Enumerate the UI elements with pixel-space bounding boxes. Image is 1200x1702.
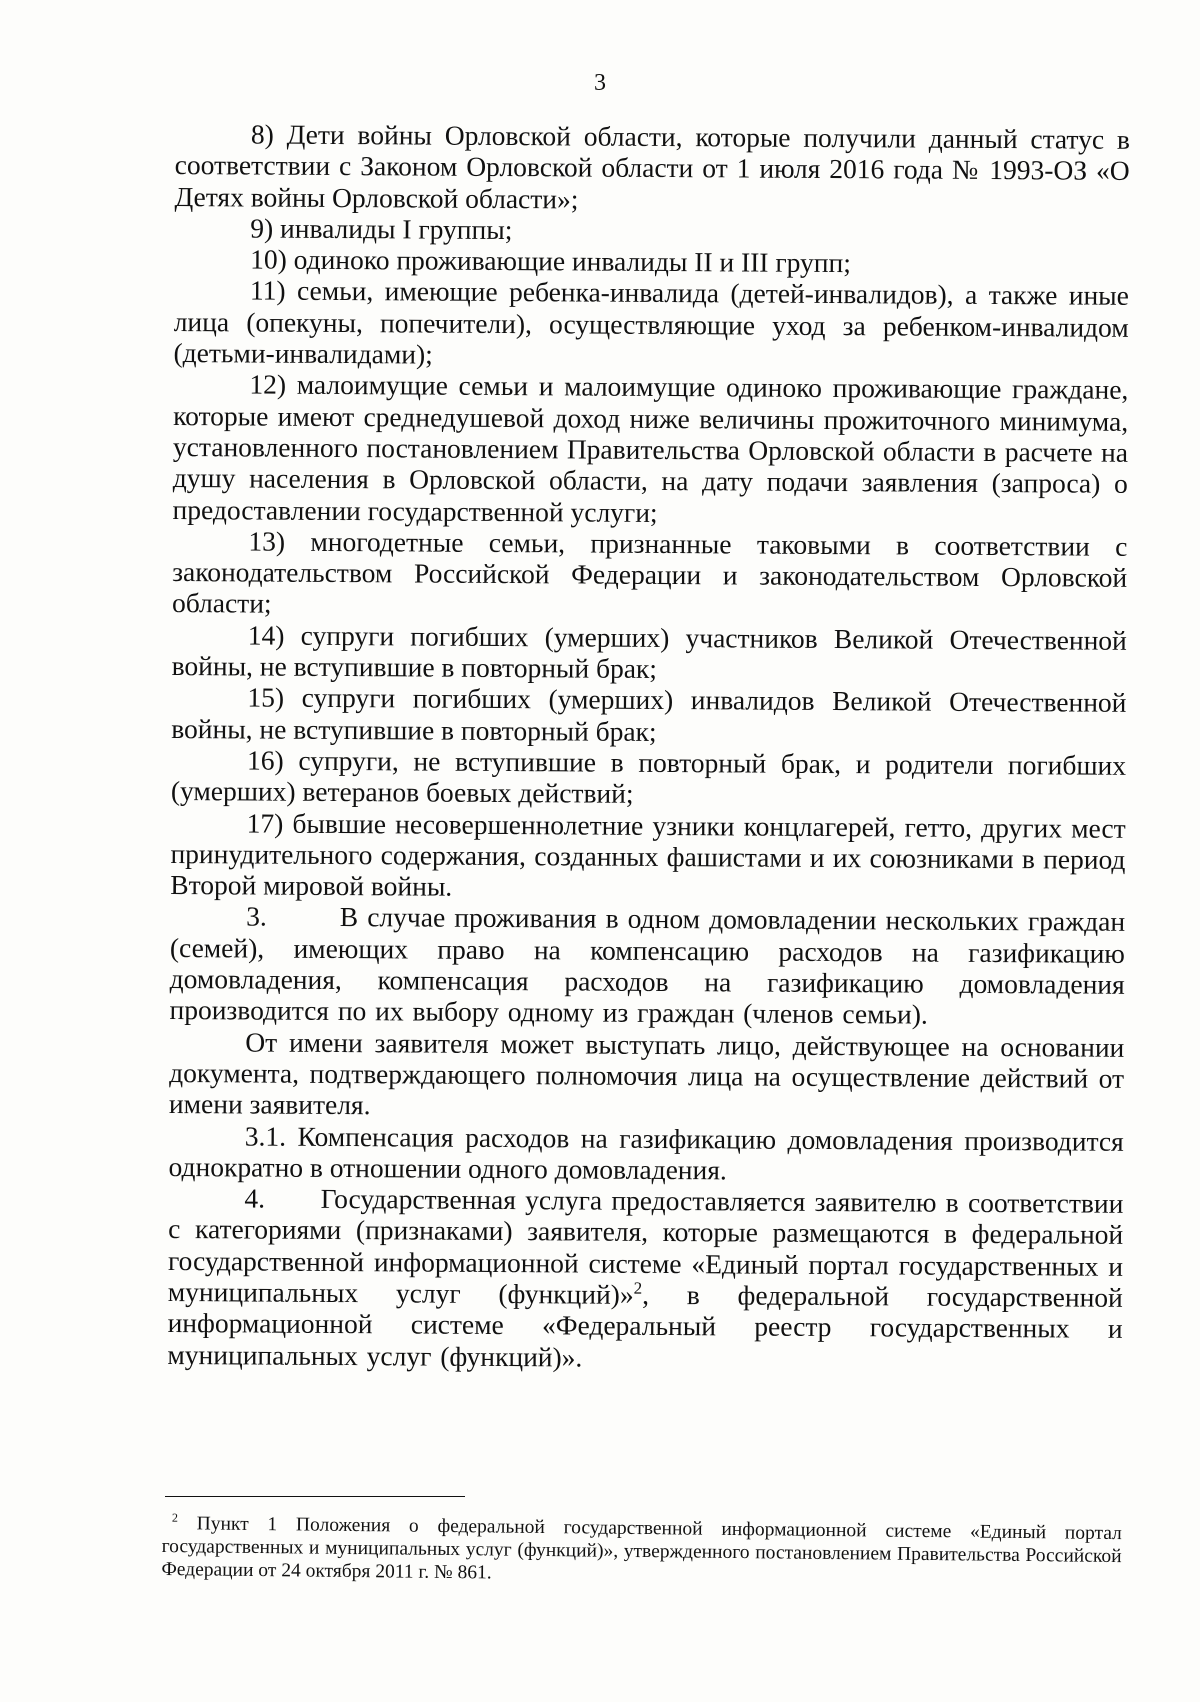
paragraph-item-14: 14) супруги погибших (умерших) участников Великой Отечественной войны, не вступившие в повторный брак; (171, 619, 1127, 685)
paragraph-item-9: 9) инвалиды I группы; (250, 212, 513, 245)
paragraph-representative: От имени заявителя может выступать лицо, действующее на основании документа, подтверждающего полномочия лица на осуществление действий от имени заявителя. (168, 1026, 1125, 1121)
paragraph-4 (167, 1182, 1133, 1376)
paragraph-item-12: 12) малоимущие семьи и малоимущие одиноко проживающие граждане, которые имеют среднедушевой доход ниже величины прожиточного минимума, установленного постановлением Правительства Орловской области в расчете на душу населения в Орловской области, на дату подачи заявления (запроса) о предоставлении государственной услуги; (172, 368, 1129, 528)
paragraph-3-1: 3.1. Компенсация расходов на газификацию домовладения производится однократно в отношении одного домовладения. (168, 1119, 1124, 1186)
document-body (167, 118, 1135, 1376)
paragraph-item-17: 17) бывшие несовершеннолетние узники концлагерей, гетто, других мест принудительного содержания, созданных фашистами и их союзниками в период Второй мировой войны. (170, 806, 1126, 902)
paragraph-4-text: 4. Государственная услуга предоставляется заявителю в соответствии с категориями (признаками) заявителя, которые размещаются в федеральной государственной информационной системе «Единый портал государственных и муниципальных услуг (функций)» (167, 1182, 1133, 1310)
paragraph-item-13: 13) многодетные семьи, признанные таковыми в соответствии с законодательством Российской Федерации и законодательством Орловской области; (171, 525, 1128, 620)
footnote-text: Пункт 1 Положения о федеральной государственной информационной системе «Единый портал государственных и муниципальных услуг (функций)», утвержденного постановлением Правительства Российской Федерации от 24 октября 2011 г. № 861. (161, 1513, 1122, 1584)
footnote-divider (165, 1496, 465, 1497)
paragraph-item-16: 16) супруги, не вступившие в повторный брак, и родители погибших (умерших) ветеранов боевых действий; (170, 744, 1127, 810)
paragraph-item-11: 11) семьи, имеющие ребенка-инвалида (детей-инвалидов), а также иные лица (опекуны, попечители), осуществляющие уход за ребенком-инвалидом (детьми-инвалидами); (173, 274, 1130, 370)
footnote-mark: 2 (171, 1510, 179, 1525)
paragraph-item-15: 15) супруги погибших (умерших) инвалидов Великой Отечественной войны, не вступившие в повторный брак; (171, 681, 1127, 747)
paragraph-item-10: 10) одиноко проживающие инвалиды II и III групп; (250, 243, 851, 279)
footnote-reference: 2 (633, 1278, 643, 1298)
paragraph-3: 3. В случае проживания в одном домовладении нескольких граждан (семей), имеющих право на компенсацию расходов на газификацию домовладения, компенсация расходов на газификацию домовладения производится по их выбору одному из граждан (членов семьи). (169, 900, 1135, 1030)
footnote (161, 1512, 1122, 1591)
paragraph-4-text-end: , в федеральной государственной информационной системе «Федеральный реестр государственных и муниципальных услуг (функций)». (167, 1278, 1132, 1373)
paragraph-item-8: 8) Дети войны Орловской области, которые получили данный статус в соответствии с Законом Орловской области от 1 июля 2016 года № 1993-ОЗ «О Детях войны Орловской области»; (174, 118, 1130, 215)
page-number: 3 (594, 70, 606, 96)
